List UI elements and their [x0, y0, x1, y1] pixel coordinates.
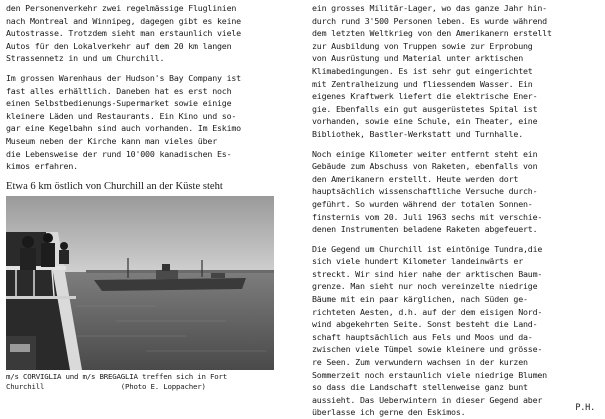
author-initials: P.H.: [575, 403, 595, 414]
text-line: aussieht. Das Ueberwintern in dieser Gegend aber: [312, 394, 543, 405]
text-line: dem letzten Weltkrieg von den Amerikanern erstellt: [312, 28, 552, 39]
text-line: durch rund 3'500 Personen leben. Es wurde während: [312, 15, 547, 26]
text-line: geführt. So wurden während der totalen Sonnen-: [312, 198, 533, 209]
text-line: gie. Ebenfalls ein gut ausgerüstetes Spital ist: [312, 103, 538, 114]
text-line: hauptsächlich wissenschaftliche Versuche durch-: [312, 186, 538, 197]
text-line: so dass die Landschaft stellenweise ganz bunt: [312, 382, 528, 393]
paragraph-airlines: [6, 2, 298, 65]
text-line: einen Selbstbedienungs-Supermarket sowie einige: [6, 98, 232, 109]
text-line: eigenes Kraftwerk liefert die elektrische Ener-: [312, 91, 538, 102]
text-line: re Seen. Zum verwundern wachsen in der kurzen: [312, 357, 528, 368]
text-line: Museum neben der Kirche kann man vieles über: [6, 135, 217, 146]
paragraph-tundra: [312, 243, 602, 419]
text-line: vorhanden, sowie eine Schule, ein Theater, eine: [312, 116, 538, 127]
text-line: kleinere Läden und Restaurants. Ein Kino und so-: [6, 110, 237, 121]
text-line: sich viele hundert Kilometer landeinwärts er: [312, 256, 523, 267]
text-line: die Lebensweise der rund 10'000 kanadischen Es-: [6, 148, 232, 159]
photo-caption-line: m/s CORVIGLIA und m/s BREGAGLIA treffen sich in Fort: [6, 371, 227, 381]
text-line: gar eine Kegelbahn sind auch vorhanden. Im Eskimo: [6, 123, 241, 134]
text-line: Die Gegend um Churchill ist eintönige Tundra,die: [312, 243, 543, 254]
text-line: Bibliothek, Bastler-Werkstatt und Turnhalle.: [312, 128, 523, 139]
text-line: Autos für den Lokalverkehr auf dem 20 km langen: [6, 40, 232, 51]
text-line: nach Montreal and Winnipeg, dagegen gibt es keine: [6, 15, 241, 26]
paragraph-military-camp: [312, 2, 602, 141]
text-line: fast alles erhältlich. Daneben hat es erst noch: [6, 85, 232, 96]
text-line: Klimabedingungen. Es ist sehr gut eingerichtet: [312, 65, 533, 76]
ship-photo-image: [6, 196, 274, 370]
text-line: schaft hauptsächlich aus Fels und Moos und da-: [312, 331, 533, 342]
text-line: Gebäude zum Abschuss von Raketen, ebenfalls von: [312, 161, 538, 172]
text-line: zur Ausbildung von Truppen sowie zur Erprobung: [312, 40, 533, 51]
ship-photo: [6, 196, 274, 370]
text-line: richteten Aesten, d.h. auf der dem eisigen Nord-: [312, 306, 543, 317]
left-column: [6, 2, 298, 393]
text-line: denen Instrumenten beladene Raketen abgefeuert.: [312, 224, 538, 235]
text-line: den Amerikanern erstellt. Heute werden dort: [312, 173, 519, 184]
section-lead-line: Etwa 6 km östlich von Churchill an der Küste steht: [6, 180, 223, 192]
text-line: wind abgekehrten Seite. Sonst besteht die Land-: [312, 319, 538, 330]
text-line: Noch einige Kilometer weiter entfernt steht ein: [312, 148, 538, 159]
text-line: Im grossen Warenhaus der Hudson's Bay Company ist: [6, 72, 241, 83]
paragraph-shops: [6, 72, 298, 173]
text-line: zwischen viele Tümpel sowie kleinere und grösse-: [312, 344, 543, 355]
text-line: Bäume mit ein paar kärglichen, nach Süden ge-: [312, 294, 528, 305]
text-line: den Personenverkehr zwei regelmässige Fluglinien: [6, 3, 237, 13]
text-line: Autostrasse. Trotzdem sieht man erstaunlich viele: [6, 28, 241, 39]
text-line: grenze. Man sieht nur noch vereinzelte niedrige: [312, 281, 538, 292]
text-line: Strassennetz in und um Churchill.: [6, 53, 165, 64]
paragraph-rockets: [312, 148, 602, 236]
photo-caption-line: Churchill (Photo E. Loppacher): [6, 382, 206, 392]
text-line: streckt. Wir sind hier nahe der arktischen Baum-: [312, 268, 543, 279]
text-line: mit Zentralheizung und fliessendem Wasser. Ein: [312, 78, 533, 89]
text-line: ein grosses Militär-Lager, wo das ganze Jahr hin-: [312, 3, 547, 13]
right-column: [312, 2, 602, 419]
text-line: kimos erfahren.: [6, 161, 78, 172]
text-line: von Ausrüstung und Material unter arktischen: [312, 53, 523, 64]
text-line: Sommerzeit noch erstaunlich viele niedrige Blumen: [312, 369, 547, 380]
text-line: überlasse ich gerne den Eskimos.: [312, 407, 466, 418]
text-line: finsternis vom 20. Juli 1963 sechs mit verschie-: [312, 211, 543, 222]
